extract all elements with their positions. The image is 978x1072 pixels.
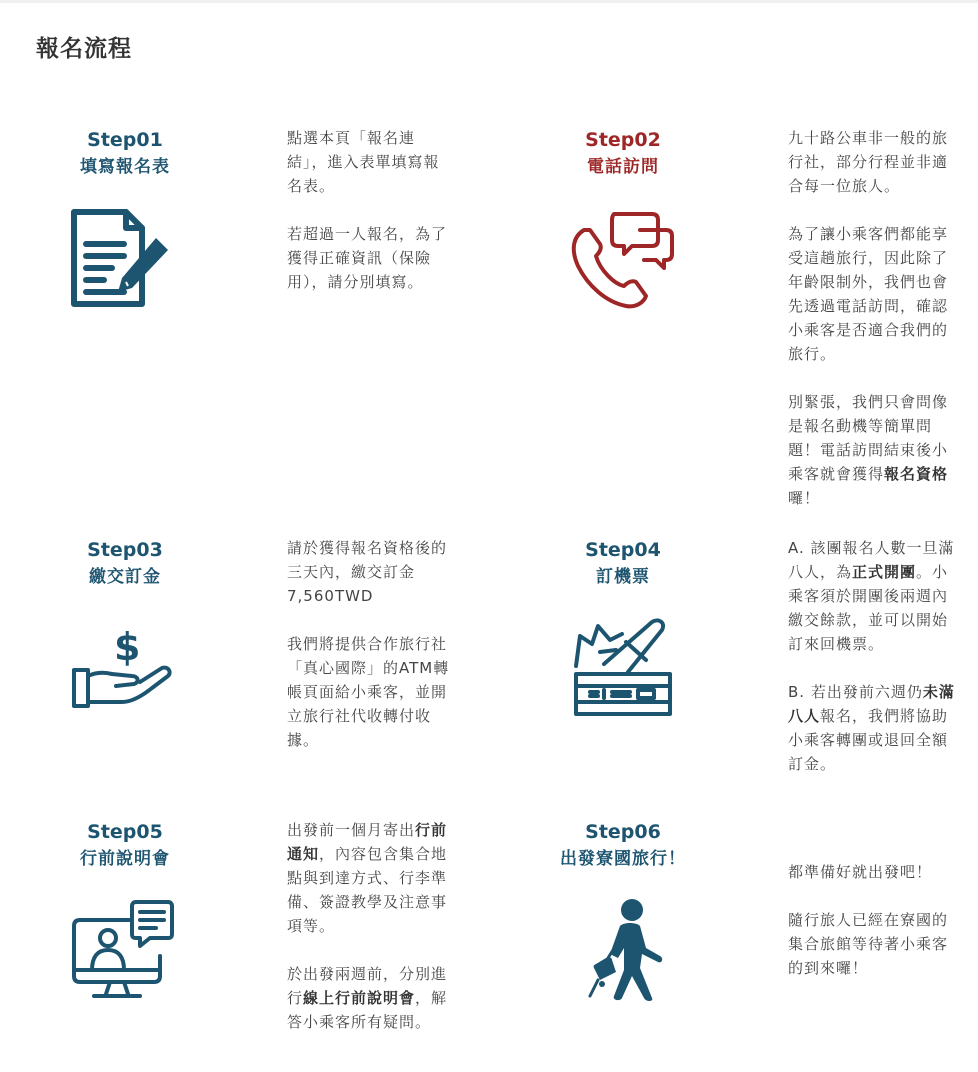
step-02-description [788, 126, 956, 534]
form-pen-icon [68, 206, 174, 316]
paragraph: A. 該團報名人數一旦滿八人，為正式開團。小乘客須於開團後兩週內繳交餘款，並可以開始訂來回機票。 [788, 539, 955, 653]
step-name: 行前說明會 [80, 849, 170, 869]
paragraph: 我們將提供合作旅行社「真心國際」的ATM轉帳頁面給小乘客，並開立旅行社代收轉付收據。 [287, 635, 450, 749]
step-05-description [287, 818, 455, 1058]
step-name: 出發寮國旅行！ [560, 849, 686, 869]
paragraph: 為了讓小乘客們都能享受這趟旅行，因此除了年齡限制外，我們也會先透過電話訪問，確認小乘客是否適合我們的旅行。 [788, 225, 949, 363]
paragraph: 隨行旅人已經在寮國的集合旅館等待著小乘客的到來囉！ [788, 911, 949, 977]
step-05-header [55, 818, 195, 872]
step-number: Step03 [87, 539, 163, 561]
step-02-header [553, 126, 693, 180]
paragraph: 請於獲得報名資格後的三天內，繳交訂金7,560TWD [287, 539, 448, 605]
step-03-header [55, 536, 195, 590]
flight-ticket-icon [570, 616, 676, 724]
step-number: Step01 [87, 129, 163, 151]
step-06-header [543, 818, 703, 872]
paragraph: 點選本頁「報名連結」，進入表單填寫報名表。 [287, 129, 440, 195]
paragraph: 都準備好就出發吧！ [788, 863, 933, 881]
step-number: Step02 [585, 129, 661, 151]
step-04-header [553, 536, 693, 590]
step-03-description [287, 536, 455, 776]
step-number: Step06 [585, 821, 661, 843]
step-01-header [55, 126, 195, 180]
step-06-description [788, 860, 956, 1004]
paragraph: 九十路公車非一般的旅行社，部分行程並非適合每一位旅人。 [788, 129, 949, 195]
step-04-description [788, 536, 956, 800]
step-name: 訂機票 [596, 567, 650, 587]
step-number: Step04 [585, 539, 661, 561]
hand-dollar-icon [70, 622, 176, 718]
page-title: 報名流程 [36, 36, 132, 62]
paragraph: 若超過一人報名，為了獲得正確資訊（保險用），請分別填寫。 [287, 225, 448, 291]
online-meeting-icon [70, 898, 176, 1006]
paragraph: 出發前一個月寄出行前通知，內容包含集合地點與到達方式、行李準備、簽證教學及注意事項等。 [287, 821, 448, 935]
step-01-description [287, 126, 455, 318]
traveler-luggage-icon [572, 898, 672, 1006]
top-divider [0, 0, 978, 3]
step-name: 填寫報名表 [80, 157, 170, 177]
step-name: 電話訪問 [587, 157, 659, 177]
step-number: Step05 [87, 821, 163, 843]
paragraph: 於出發兩週前，分別進行線上行前說明會，解答小乘客所有疑問。 [287, 965, 448, 1031]
phone-chat-icon [570, 208, 676, 314]
paragraph: 別緊張，我們只會問像是報名動機等簡單問題！電話訪問結束後小乘客就會獲得報名資格囉！ [788, 393, 949, 507]
svg-text:$: $ [114, 625, 141, 669]
step-name: 繳交訂金 [89, 567, 161, 587]
paragraph: B. 若出發前六週仍未滿八人報名，我們將協助小乘客轉團或退回全額訂金。 [788, 683, 955, 773]
